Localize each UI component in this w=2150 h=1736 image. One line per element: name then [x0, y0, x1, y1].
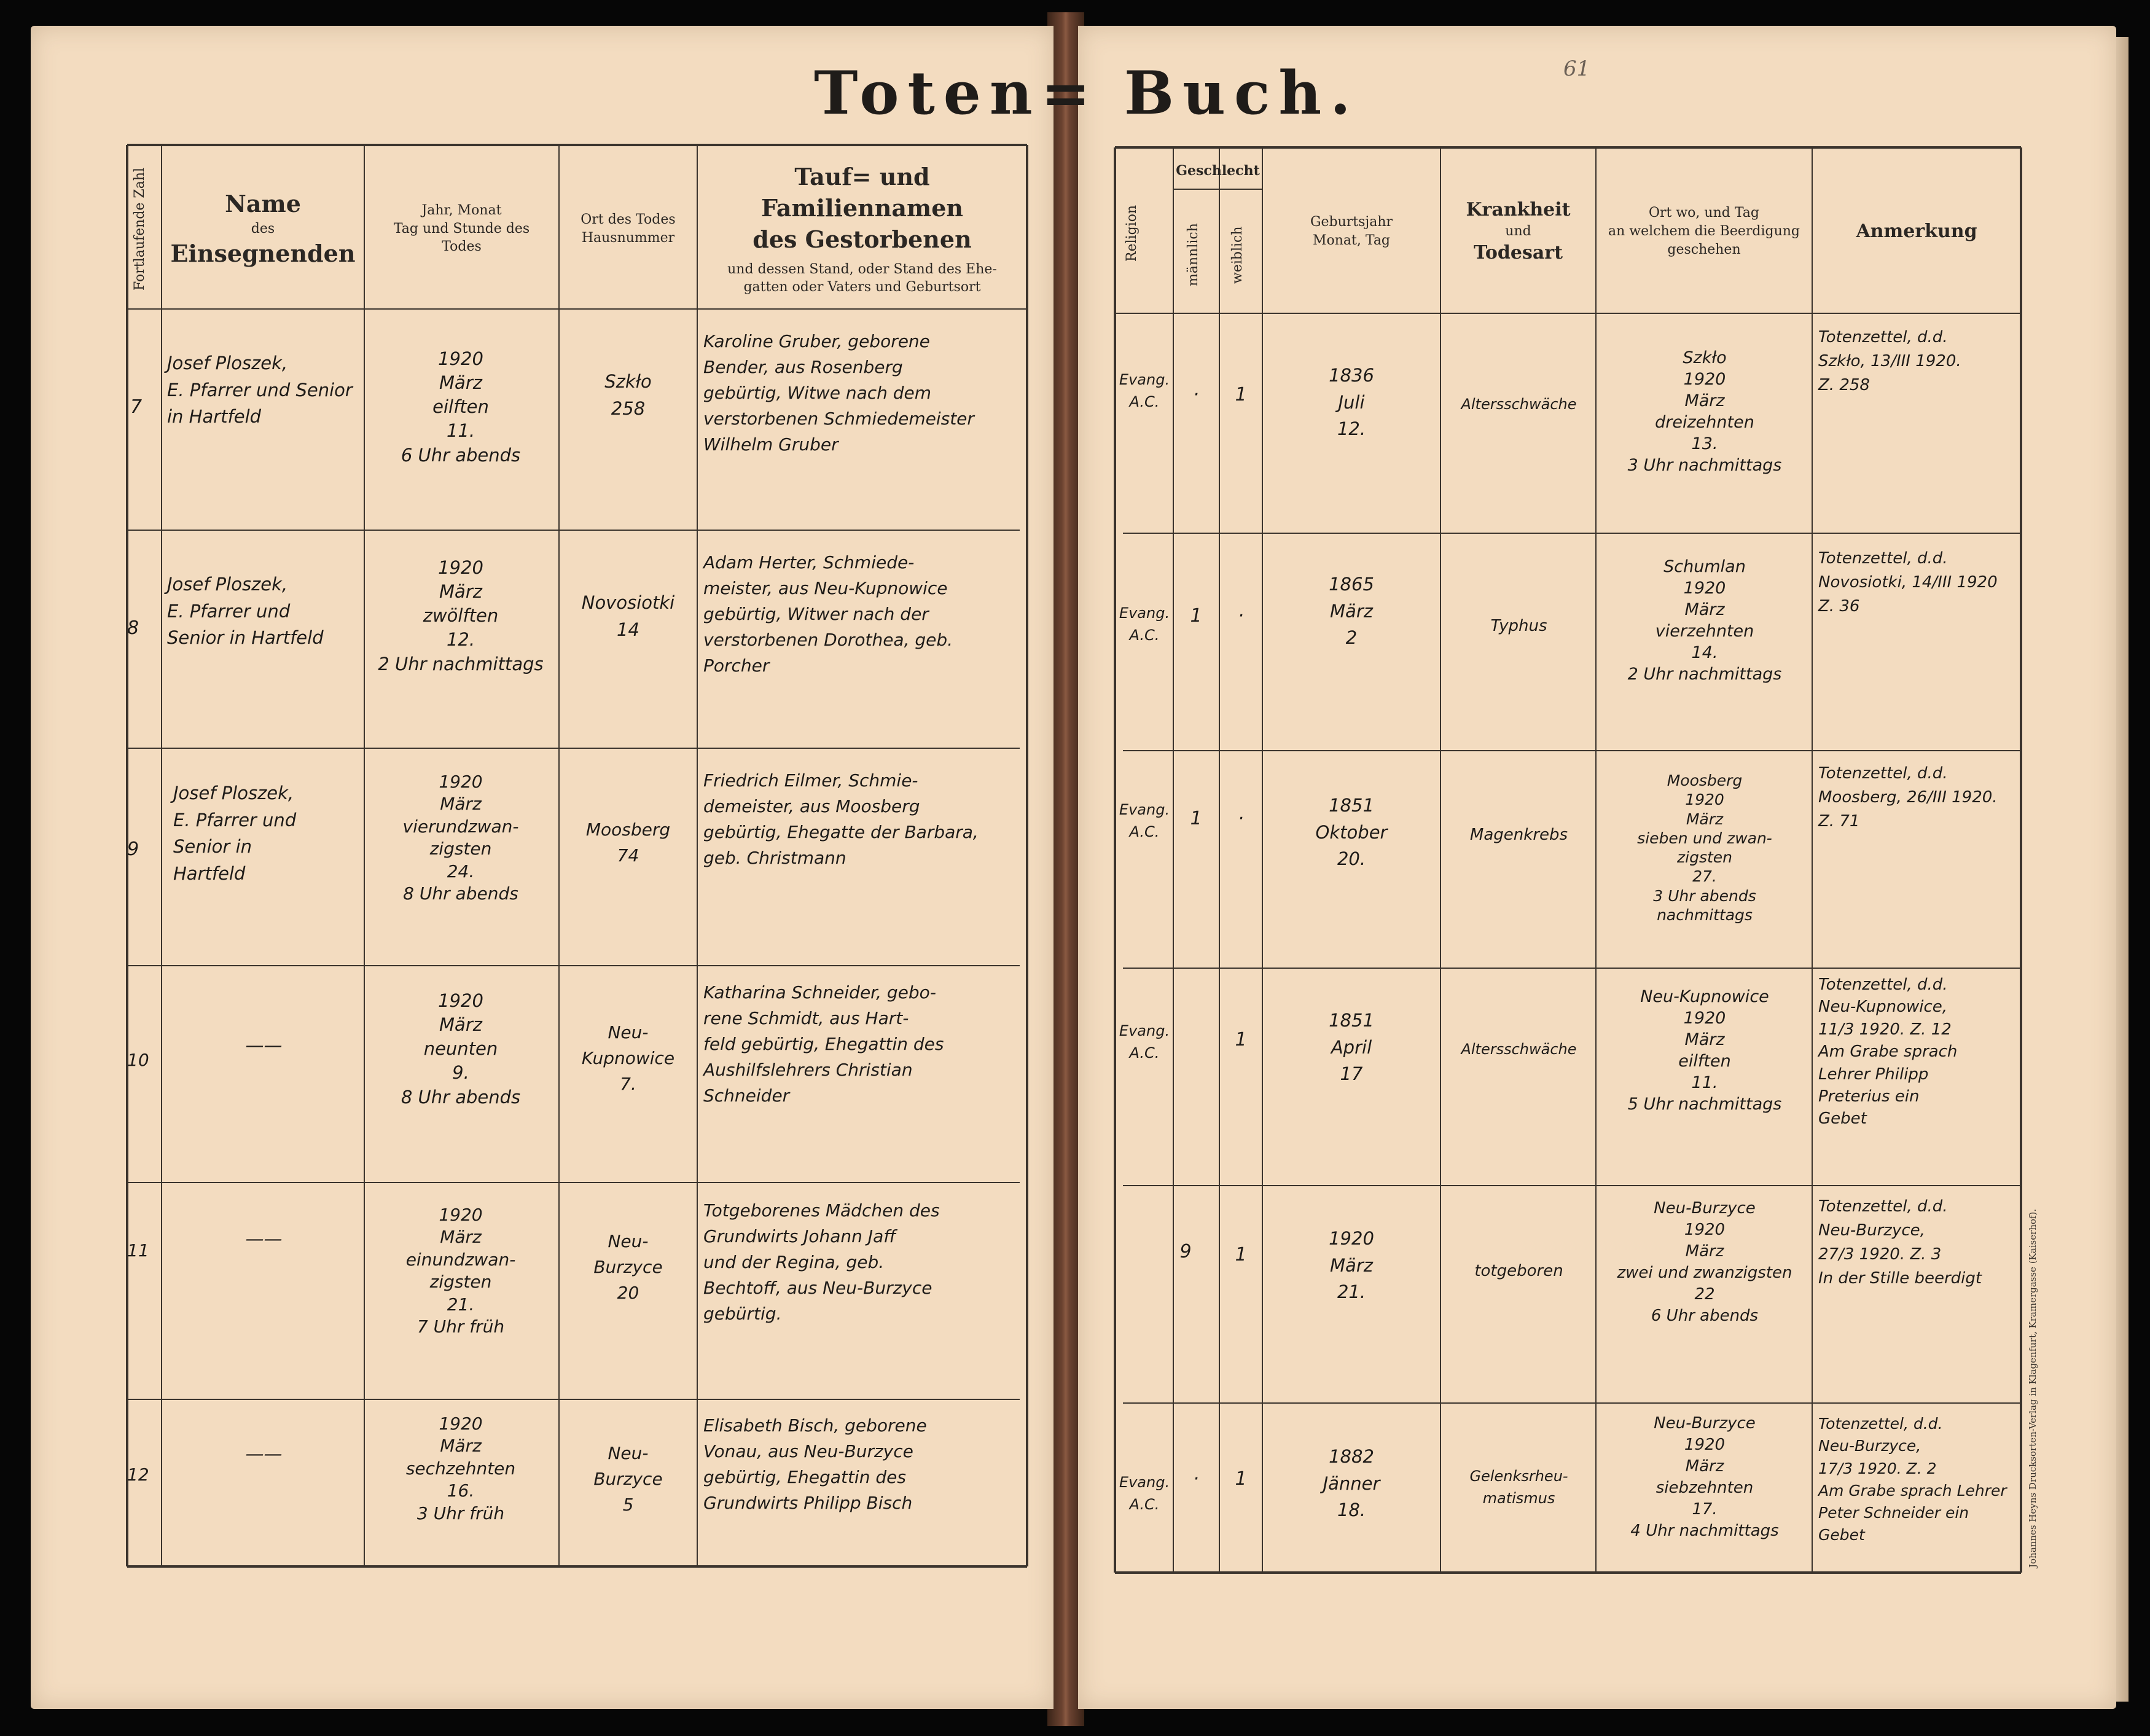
- entry-weiblich: ·: [1238, 808, 1244, 829]
- entry-einsegnender: ——: [245, 1035, 283, 1057]
- entry-number: 7: [130, 396, 143, 418]
- entry-ort: Szkło 258: [604, 371, 652, 419]
- header-tauf-3: und dessen Stand, oder Stand des Ehe- gatten oder Vaters und Geburtsort: [727, 261, 997, 295]
- header-tauf-2: des Gestorbenen: [752, 225, 972, 254]
- entry-name: Totgeborenes Mädchen des Grundwirts Johann Jaff und der Regina, geb. Bechtoff, aus Neu-Burzyce gebürtig.: [703, 1200, 940, 1324]
- entry-datum: 1920 März neunten 9. 8 Uhr abends: [401, 990, 521, 1108]
- entry-ort: Novosiotki 14: [581, 592, 675, 640]
- entry-ort: Neu- Kupnowice 7.: [581, 1022, 675, 1094]
- entry-geburt: 1920 März 21.: [1329, 1228, 1374, 1302]
- header-krank-2: und: [1505, 224, 1531, 240]
- header-religion: Religion: [1124, 205, 1140, 262]
- entry-maennlich: 1: [1190, 808, 1202, 829]
- entry-maennlich: ·: [1193, 1468, 1199, 1490]
- entry-datum: 1920 März zwölften 12. 2 Uhr nachmittags: [378, 557, 544, 674]
- entry-datum: 1920 März sechzehnten 16. 3 Uhr früh: [405, 1413, 516, 1523]
- header-krank-3: Todesart: [1474, 241, 1563, 264]
- entry-anmerkung: Totenzettel, d.d. Szkło, 13/III 1920. Z. 258: [1818, 328, 1961, 394]
- entry-beerdigung: Schumlan 1920 März vierzehnten 14. 2 Uhr nachmittags: [1627, 557, 1782, 684]
- entry-einsegnender: Josef Ploszek, E. Pfarrer und Senior in Hartfeld: [173, 783, 297, 884]
- header-name-3: Einsegnenden: [170, 240, 356, 268]
- entry-datum: 1920 März eilften 11. 6 Uhr abends: [401, 348, 521, 466]
- entry-beerdigung: Neu-Burzyce 1920 März siebzehnten 17. 4 Uhr nachmittags: [1630, 1414, 1779, 1541]
- entry-name: Adam Herter, Schmiede- meister, aus Neu-Kupnowice gebürtig, Witwer nach der verstorbenen Dorothea, geb. Porcher: [703, 552, 953, 676]
- entry-religion: Evang. A.C.: [1119, 801, 1170, 840]
- entry-weiblich: ·: [1238, 605, 1244, 627]
- entry-name: Friedrich Eilmer, Schmie- demeister, aus Moosberg gebürtig, Ehegatte der Barbara, geb. Christmann: [703, 770, 979, 868]
- entry-krankheit: Altersschwäche: [1461, 396, 1577, 413]
- header-maennlich: männlich: [1186, 223, 1201, 287]
- entry-weiblich: 1: [1235, 1468, 1247, 1490]
- entry-ort: Neu- Burzyce 5: [593, 1443, 663, 1515]
- entry-einsegnender: ——: [245, 1229, 283, 1250]
- entry-religion: Evang. A.C.: [1119, 604, 1170, 644]
- entry-einsegnender: Josef Ploszek, E. Pfarrer und Senior in Hartfeld: [167, 353, 353, 427]
- entry-geburt: 1836 Juli 12.: [1329, 365, 1374, 439]
- entry-geburt: 1865 März 2: [1329, 574, 1374, 648]
- header-name-1: Name: [225, 190, 301, 218]
- entry-anmerkung: Totenzettel, d.d. Novosiotki, 14/III 1920 Z. 36: [1818, 549, 1998, 616]
- title-left: Toten=: [814, 58, 1100, 128]
- header-lfd: Fortlaufende Zahl: [132, 167, 147, 291]
- header-datum: Jahr, Monat Tag und Stunde des Todes: [393, 202, 530, 255]
- entry-krankheit: Magenkrebs: [1469, 826, 1568, 844]
- entry-religion: Evang. A.C.: [1119, 371, 1170, 410]
- entry-religion: Evang. A.C.: [1119, 1474, 1170, 1513]
- header-tauf-1: Tauf= und Familiennamen: [760, 162, 964, 222]
- entry-weiblich: 1: [1235, 1029, 1247, 1050]
- entry-beerdigung: Neu-Burzyce 1920 März zwei und zwanzigsten 22 6 Uhr abends: [1617, 1199, 1792, 1326]
- printer-imprint: Johannes Heyns Drucksorten-Verlag in Klagenfurt, Kramergasse (Kaiserhof).: [2027, 1208, 2038, 1568]
- entry-geburt: 1882 Jänner 18.: [1323, 1446, 1380, 1520]
- entry-religion: Evang. A.C.: [1119, 1022, 1170, 1062]
- entry-anmerkung: Totenzettel, d.d. Neu-Burzyce, 17/3 1920. Z. 2 Am Grabe sprach Lehrer Peter Schneider ein Gebet: [1818, 1415, 2007, 1544]
- entry-einsegnender: ——: [245, 1444, 283, 1465]
- entry-einsegnender: Josef Ploszek, E. Pfarrer und Senior in Hartfeld: [167, 574, 324, 648]
- entry-maennlich: 1: [1190, 605, 1202, 627]
- entry-krankheit: totgeboren: [1474, 1262, 1563, 1280]
- entry-anmerkung: Totenzettel, d.d. Moosberg, 26/III 1920. Z. 71: [1818, 764, 1998, 831]
- header-krankheit: [1442, 155, 1595, 308]
- entry-geburt: 1851 Oktober 20.: [1315, 795, 1388, 869]
- header-weiblich: weiblich: [1230, 226, 1245, 284]
- entry-number: 11: [127, 1240, 149, 1261]
- entry-maennlich: 9: [1179, 1241, 1192, 1262]
- header-tauf: [698, 154, 1026, 304]
- entry-weiblich: 1: [1235, 384, 1247, 405]
- header-name-2: des: [251, 221, 275, 237]
- header-geburtsjahr: Geburtsjahr Monat, Tag: [1310, 214, 1393, 248]
- entry-datum: 1920 März vierundzwan- zigsten 24. 8 Uhr abends: [402, 772, 519, 904]
- entry-name: Karoline Gruber, geborene Bender, aus Rosenberg gebürtig, Witwe nach dem verstorbenen Schmiedemeister Wilhelm Gruber: [703, 331, 974, 455]
- entry-krankheit: Altersschwäche: [1461, 1041, 1577, 1058]
- header-anmerkung: Anmerkung: [1856, 220, 1977, 242]
- header-beerdigung: Ort wo, und Tag an welchem die Beerdigung geschehen: [1608, 205, 1800, 257]
- entry-maennlich: ·: [1193, 384, 1199, 405]
- entry-number: 9: [127, 839, 139, 860]
- header-name: [163, 154, 363, 304]
- entry-datum: 1920 März einundzwan- zigsten 21. 7 Uhr früh: [405, 1205, 516, 1337]
- entry-ort: Neu- Burzyce 20: [593, 1231, 663, 1303]
- entry-krankheit: Typhus: [1490, 617, 1547, 635]
- entry-number: 10: [127, 1050, 149, 1070]
- entry-beerdigung: Neu-Kupnowice 1920 März eilften 11. 5 Uhr nachmittags: [1627, 987, 1782, 1114]
- entry-name: Elisabeth Bisch, geborene Vonau, aus Neu-Burzyce gebürtig, Ehegattin des Grundwirts Philipp Bisch: [703, 1415, 927, 1513]
- header-ort: Ort des Todes Hausnummer: [580, 211, 676, 246]
- entry-name: Katharina Schneider, gebo- rene Schmidt, aus Hart- feld gebürtig, Ehegattin des Aushilfslehrers Christian Schneider: [703, 982, 944, 1106]
- entry-beerdigung: Szkło 1920 März dreizehnten 13. 3 Uhr nachmittags: [1627, 348, 1782, 475]
- entry-number: 8: [127, 617, 139, 639]
- title-right: Buch.: [1124, 58, 1359, 128]
- entry-beerdigung: Moosberg 1920 März sieben und zwan- zigsten 27. 3 Uhr abends nachmittags: [1637, 772, 1772, 924]
- entry-anmerkung: Totenzettel, d.d. Neu-Burzyce, 27/3 1920. Z. 3 In der Stille beerdigt: [1818, 1197, 1982, 1288]
- entry-anmerkung: Totenzettel, d.d. Neu-Kupnowice, 11/3 1920. Z. 12 Am Grabe sprach Lehrer Philipp Preterius ein Gebet: [1818, 976, 1958, 1128]
- entry-weiblich: 1: [1235, 1244, 1247, 1265]
- entry-ort: Moosberg 74: [585, 819, 671, 866]
- header-geschlecht: Geschlecht: [1176, 163, 1260, 179]
- folio-number: 61: [1563, 57, 1590, 81]
- entry-number: 12: [127, 1464, 149, 1485]
- header-krank-1: Krankheit: [1466, 198, 1571, 221]
- entry-krankheit: Gelenksrheu- matismus: [1469, 1468, 1568, 1507]
- entry-geburt: 1851 April 17: [1329, 1010, 1374, 1084]
